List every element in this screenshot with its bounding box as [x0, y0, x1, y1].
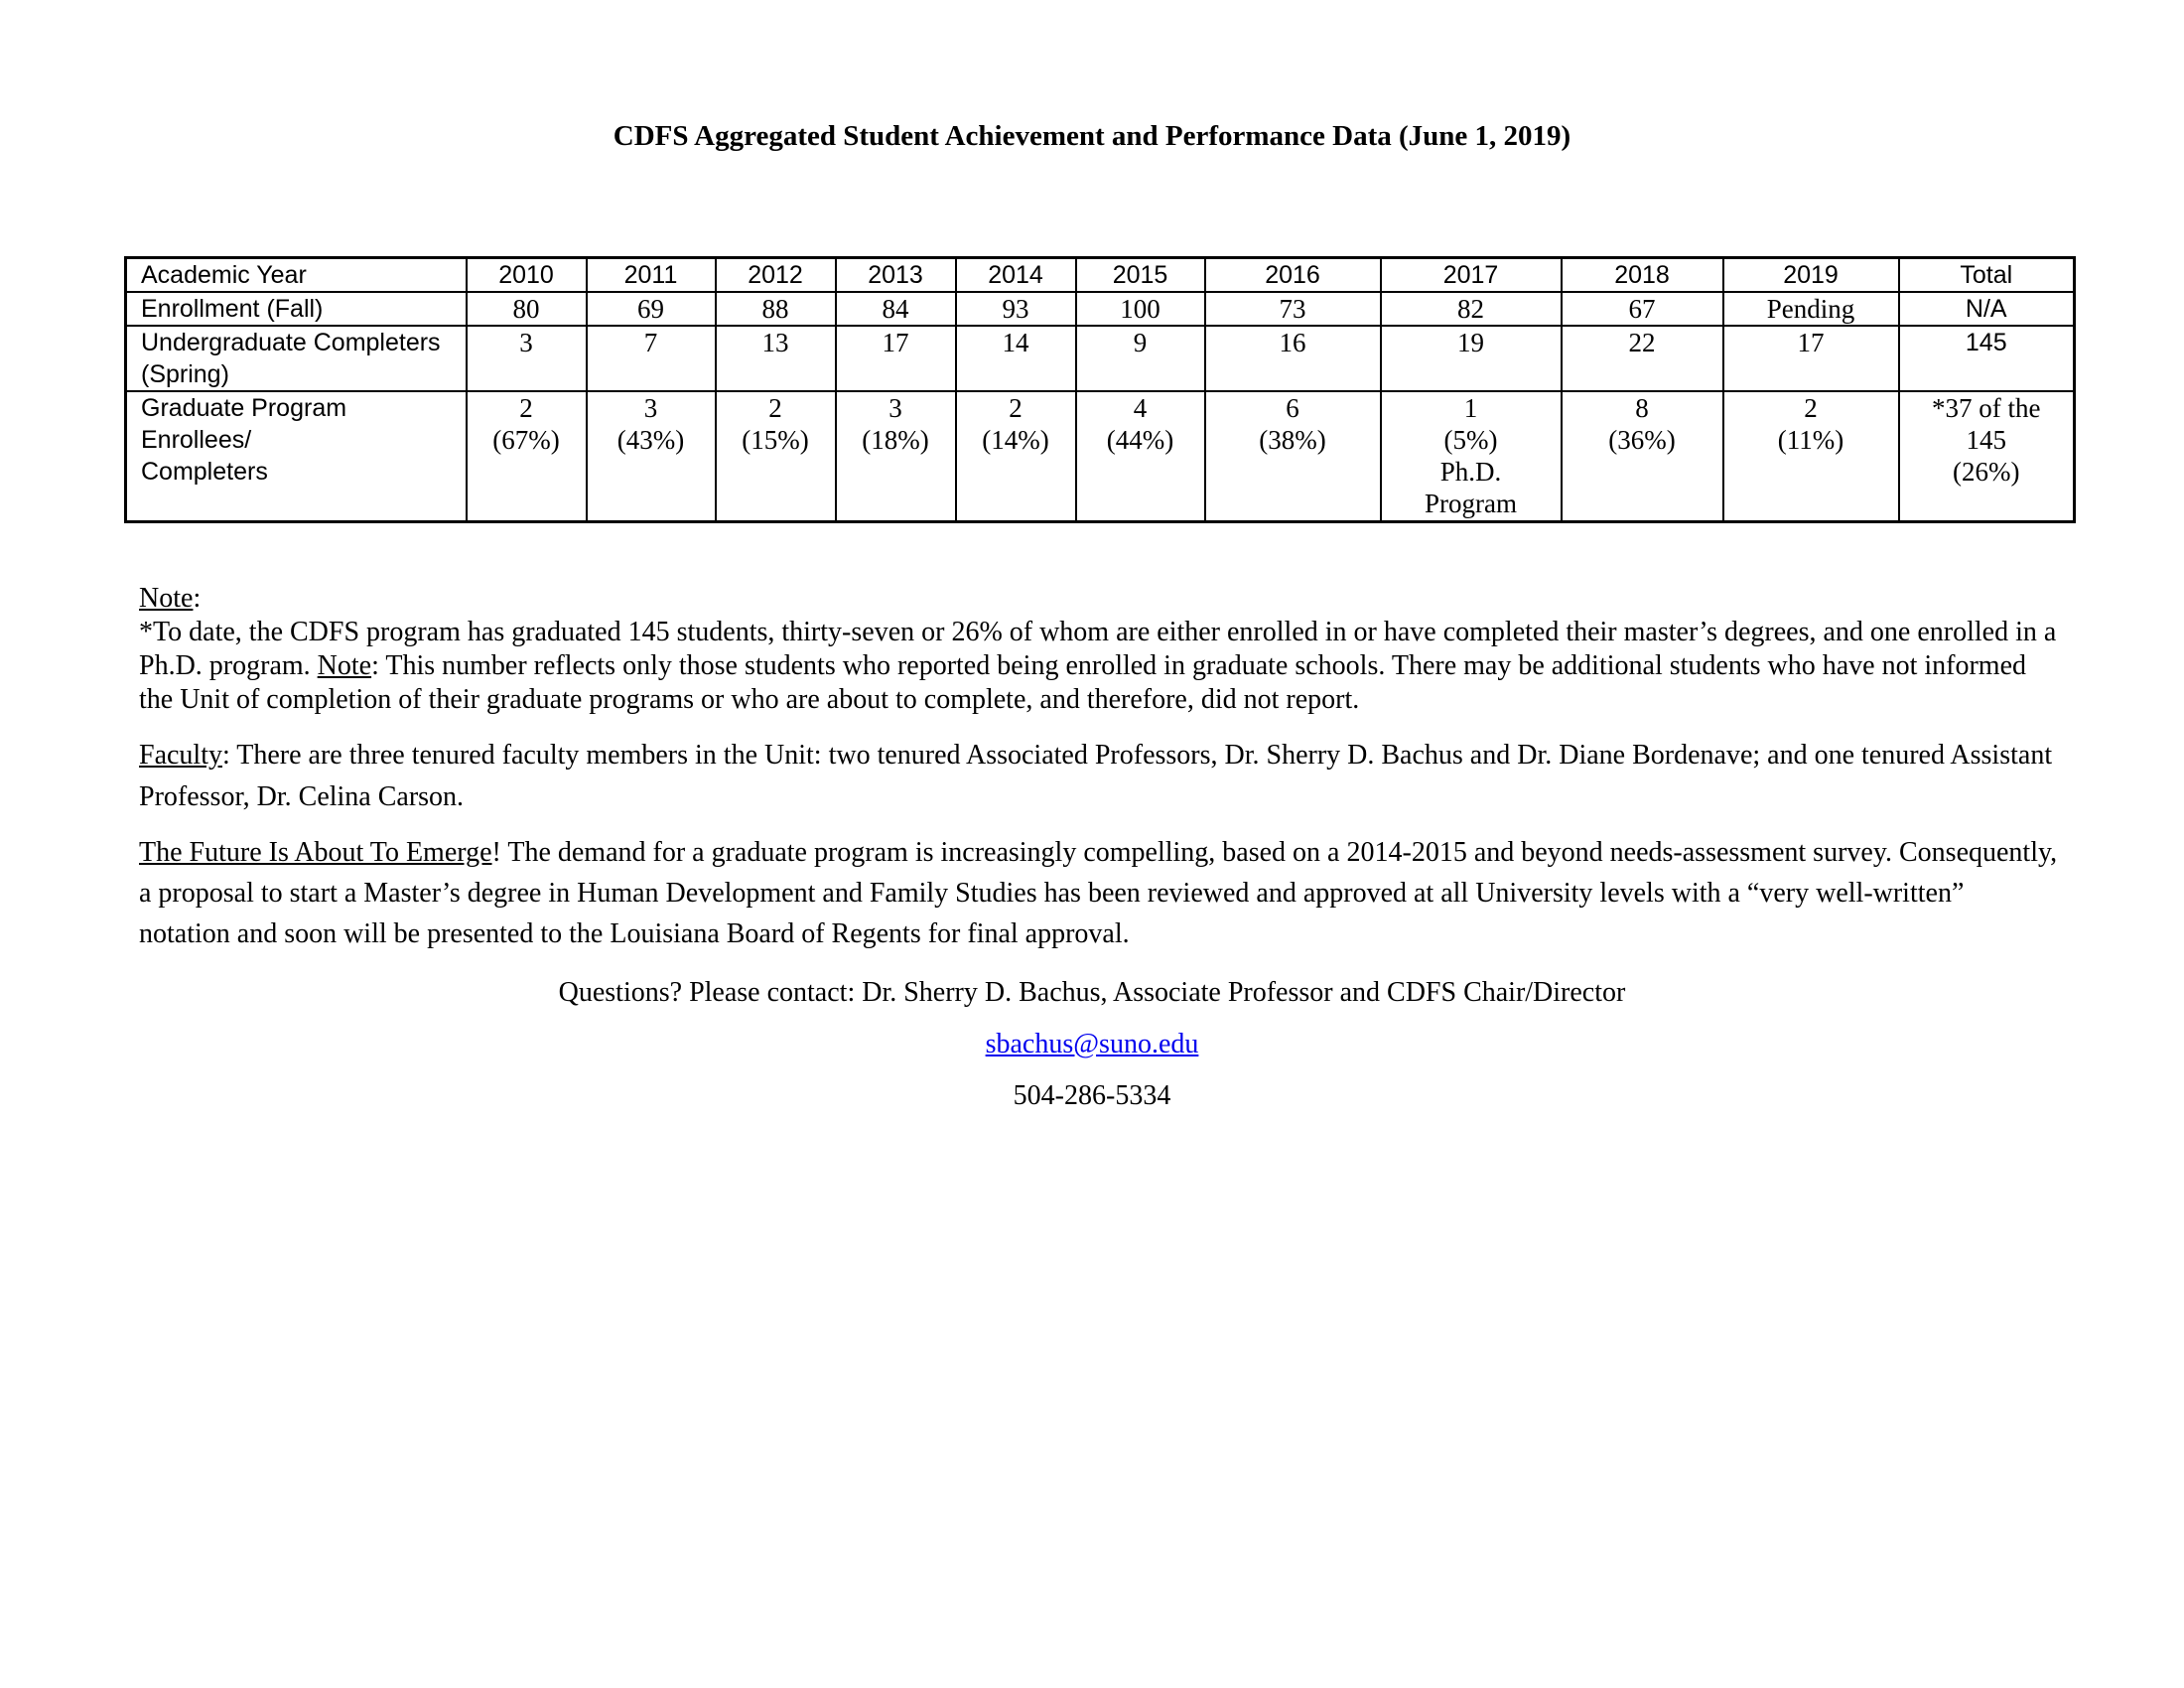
contact-line: Questions? Please contact: Dr. Sherry D. Bachus, Associate Professor and CDFS Chair/Director — [558, 977, 1626, 1008]
enrollment-label: Enrollment (Fall) — [126, 292, 467, 326]
graduate-count: 3 — [888, 393, 902, 423]
contact-phone: 504-286-5334 — [1013, 1080, 1171, 1111]
year-cell: 2017 — [1381, 258, 1562, 293]
graduate-phd-note: Ph.D. — [1439, 457, 1502, 487]
undergrad-label — [126, 326, 467, 391]
undergrad-cell: 14 — [956, 326, 1076, 391]
graduate-percent: (44%) — [1106, 425, 1174, 455]
undergrad-cell: 19 — [1381, 326, 1562, 391]
enrollment-cell: 88 — [716, 292, 836, 326]
graduate-cell — [467, 391, 587, 521]
enrollment-cell: 84 — [836, 292, 956, 326]
graduate-label-line: Enrollees/ — [141, 426, 252, 454]
enrollment-cell: 73 — [1205, 292, 1381, 326]
note-paragraph — [139, 616, 2060, 717]
graduate-percent: (67%) — [492, 425, 560, 455]
graduate-percent: (11%) — [1777, 425, 1844, 455]
graduate-count: 2 — [768, 393, 782, 423]
year-cell: 2014 — [956, 258, 1076, 293]
graduate-phd-note: Program — [1425, 489, 1517, 518]
year-cell: 2016 — [1205, 258, 1381, 293]
undergrad-cell: 16 — [1205, 326, 1381, 391]
year-cell: 2012 — [716, 258, 836, 293]
undergrad-label-line: Undergraduate Completers — [141, 329, 441, 356]
undergrad-cell: 17 — [836, 326, 956, 391]
graduate-percent: (5%) — [1443, 425, 1498, 455]
graduate-label-line: Graduate Program — [141, 394, 347, 422]
year-cell: 2010 — [467, 258, 587, 293]
graduate-total-line: *37 of the — [1932, 393, 2041, 423]
note-inline-heading: Note — [317, 650, 372, 681]
header-row — [126, 258, 2075, 293]
contact-email-link[interactable]: sbachus@suno.edu — [985, 1029, 1199, 1059]
graduate-count: 2 — [519, 393, 533, 423]
graduate-count: 1 — [1463, 393, 1478, 423]
note-text: *To date, the CDFS program has graduated 145 students, thirty-seven or 26% of whom are either enrolled in or have completed their master’s degrees, and one enrolled in a Ph.D. program. — [139, 617, 2057, 681]
graduate-count: 8 — [1635, 393, 1649, 423]
future-paragraph — [139, 832, 2060, 954]
undergrad-label-line: (Spring) — [141, 360, 229, 388]
note-heading-line: Note: — [139, 583, 202, 614]
enrollment-cell: 82 — [1381, 292, 1562, 326]
document-title: CDFS Aggregated Student Achievement and Performance Data (June 1, 2019) — [613, 120, 1571, 152]
graduate-cell — [1205, 391, 1381, 521]
undergrad-cell: 9 — [1076, 326, 1205, 391]
enrollment-cell: 100 — [1076, 292, 1205, 326]
graduate-count: 3 — [643, 393, 658, 423]
note-text-continued: : This number reflects only those students who reported being enrolled in graduate schools. There may be additional students who have not informed the Unit of completion of their graduate programs or who are about to complete, and therefore, did not report. — [139, 650, 2026, 715]
enrollment-row — [126, 292, 2075, 326]
year-cell: 2015 — [1076, 258, 1205, 293]
graduate-cell — [1723, 391, 1899, 521]
contact-email-wrap — [0, 1029, 2184, 1060]
graduate-count: 2 — [1804, 393, 1818, 423]
year-cell: 2013 — [836, 258, 956, 293]
graduate-cell — [956, 391, 1076, 521]
header-label-cell: Academic Year — [126, 258, 467, 293]
undergrad-cell: 7 — [587, 326, 716, 391]
graduate-cell — [1381, 391, 1562, 521]
achievement-table — [124, 256, 2076, 523]
future-text: ! The demand for a graduate program is increasingly compelling, based on a 2014-2015 and beyond needs-assessment survey. Consequently, a proposal to start a Master’s degree in Human Development and Family Studies has been reviewed and approved at all University levels with a “very well-written” notation and soon will be presented to the Louisiana Board of Regents for final approval. — [139, 837, 2058, 949]
enrollment-cell: 93 — [956, 292, 1076, 326]
graduate-label-line: Completers — [141, 458, 268, 486]
graduate-row — [126, 391, 2075, 521]
graduate-count: 6 — [1286, 393, 1299, 423]
graduate-percent: (15%) — [742, 425, 809, 455]
graduate-total-line: 145 — [1966, 425, 2006, 455]
year-cell: 2011 — [587, 258, 716, 293]
undergrad-cell: 22 — [1562, 326, 1723, 391]
graduate-label — [126, 391, 467, 521]
graduate-cell — [836, 391, 956, 521]
notes-section — [139, 582, 2060, 954]
graduate-percent: (14%) — [982, 425, 1049, 455]
graduate-percent: (18%) — [862, 425, 929, 455]
graduate-count: 2 — [1009, 393, 1023, 423]
graduate-cell — [1076, 391, 1205, 521]
faculty-paragraph — [139, 735, 2060, 818]
graduate-total-cell — [1899, 391, 2075, 521]
graduate-total-line: (26%) — [1953, 457, 2020, 487]
enrollment-cell: 67 — [1562, 292, 1723, 326]
future-heading: The Future Is About To Emerge — [139, 837, 492, 868]
graduate-cell — [1562, 391, 1723, 521]
enrollment-cell: Pending — [1723, 292, 1899, 326]
year-cell: 2018 — [1562, 258, 1723, 293]
graduate-cell — [716, 391, 836, 521]
faculty-heading: Faculty — [139, 740, 222, 771]
undergrad-cell: 3 — [467, 326, 587, 391]
undergrad-total-cell: 145 — [1899, 326, 2075, 391]
graduate-cell — [587, 391, 716, 521]
graduate-percent: (43%) — [616, 425, 685, 455]
graduate-count: 4 — [1133, 393, 1148, 423]
graduate-percent: (38%) — [1259, 425, 1326, 455]
faculty-text: : There are three tenured faculty members in the Unit: two tenured Associated Professors, Dr. Sherry D. Bachus and Dr. Diane Bordenave; and one tenured Assistant Professor, Dr. Celina Carson. — [139, 740, 2053, 812]
note-heading: Note — [139, 583, 194, 614]
graduate-percent: (36%) — [1608, 425, 1676, 455]
undergrad-cell: 17 — [1723, 326, 1899, 391]
enrollment-cell: 69 — [587, 292, 716, 326]
total-header-cell: Total — [1899, 258, 2075, 293]
undergrad-cell: 13 — [716, 326, 836, 391]
enrollment-total-cell: N/A — [1899, 292, 2075, 326]
enrollment-cell: 80 — [467, 292, 587, 326]
year-cell: 2019 — [1723, 258, 1899, 293]
undergrad-row — [126, 326, 2075, 391]
